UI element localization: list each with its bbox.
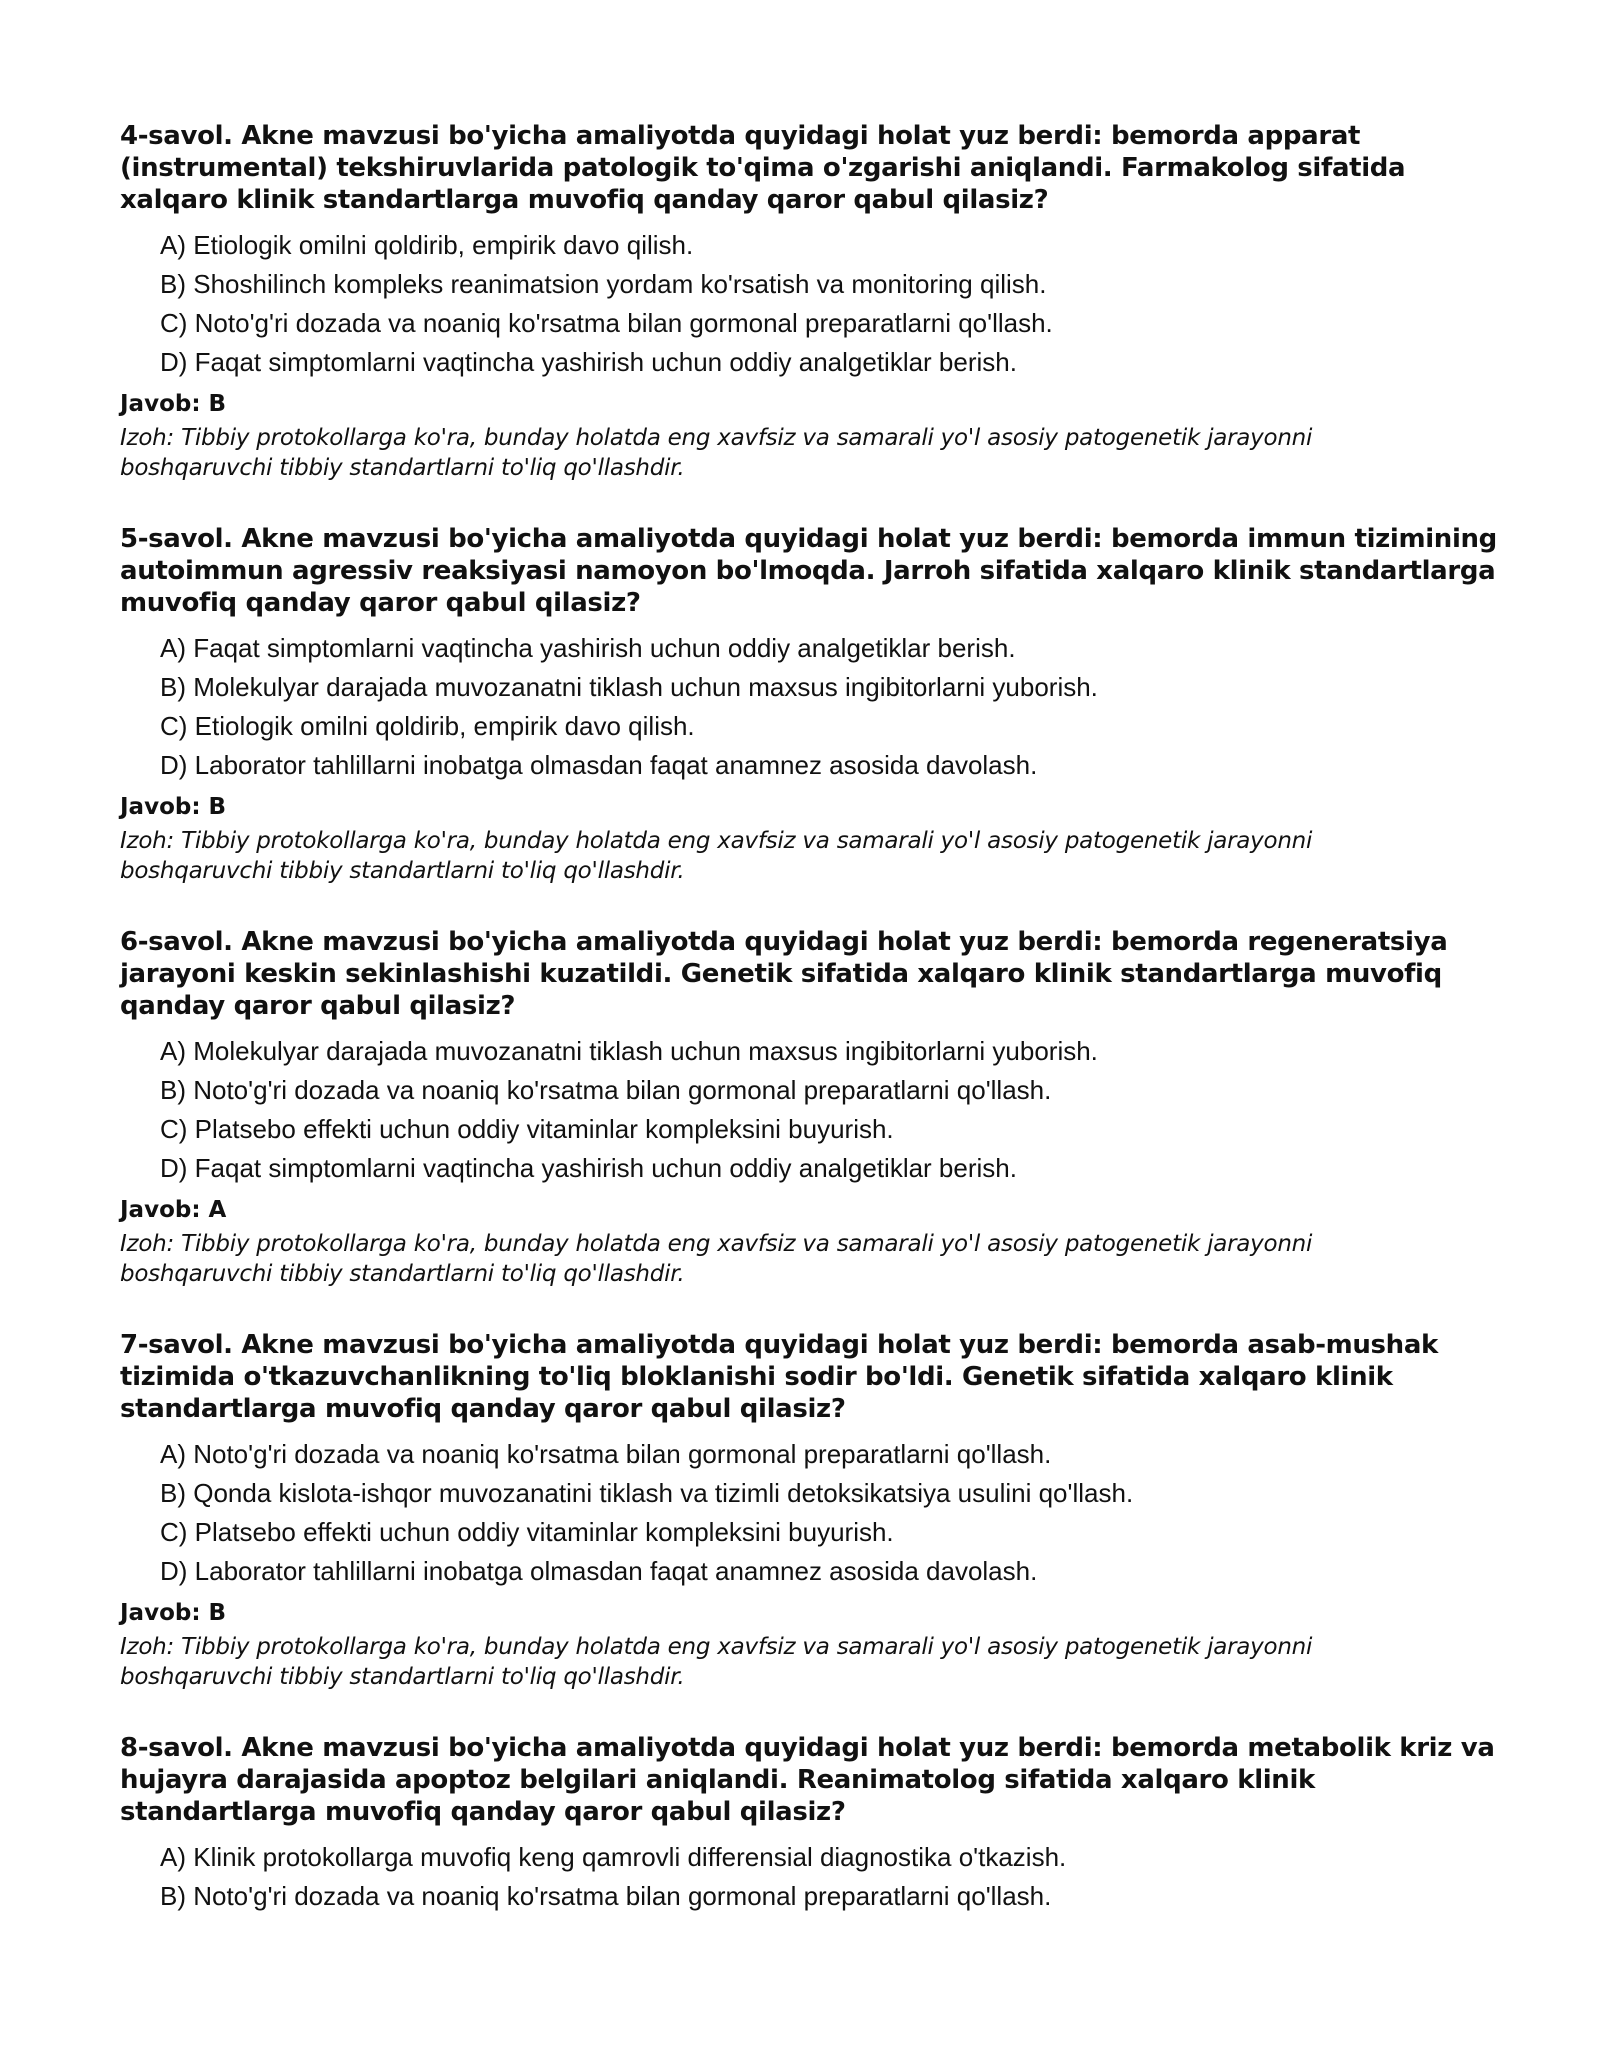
option-c: C) Platsebo effekti uchun oddiy vitaminlar kompleksini buyurish. — [160, 1517, 894, 1547]
question-text: 6-savol. Akne mavzusi bo'yicha amaliyotda quyidagi holat yuz berdi: bemorda regeneratsiya jarayoni keskin sekinlashishi kuzatildi. Genetik sifatida xalqaro klinik standartlarga muvofiq qanday qaror qabul qilasiz? — [120, 927, 1448, 1021]
answer-label: Javob: A — [120, 1197, 227, 1223]
option-b: B) Noto'g'ri dozada va noaniq ko'rsatma bilan gormonal preparatlarni qo'llash. — [160, 1075, 1052, 1105]
option-b: B) Qonda kislota-ishqor muvozanatini tiklash va tizimli detoksikatsiya usulini qo'llash. — [160, 1478, 1134, 1508]
option-b: B) Molekulyar darajada muvozanatni tiklash uchun maxsus ingibitorlarni yuborish. — [160, 672, 1098, 702]
options-list — [120, 1435, 1500, 1591]
option-a: A) Etiologik omilni qoldirib, empirik davo qilish. — [160, 230, 694, 260]
question-text: 5-savol. Akne mavzusi bo'yicha amaliyotda quyidagi holat yuz berdi: bemorda immun tizimining autoimmun agressiv reaksiyasi namoyon bo'lmoqda. Jarroh sifatida xalqaro klinik standartlarga muvofiq qanday qaror qabul qilasiz? — [120, 524, 1497, 618]
option-a: A) Molekulyar darajada muvozanatni tiklash uchun maxsus ingibitorlarni yuborish. — [160, 1036, 1098, 1066]
option-c: C) Etiologik omilni qoldirib, empirik davo qilish. — [160, 711, 695, 741]
option-c: C) Noto'g'ri dozada va noaniq ko'rsatma bilan gormonal preparatlarni qo'llash. — [160, 308, 1053, 338]
option-b: B) Noto'g'ri dozada va noaniq ko'rsatma bilan gormonal preparatlarni qo'llash. — [160, 1881, 1052, 1911]
option-a: A) Klinik protokollarga muvofiq keng qamrovli differensial diagnostika o'tkazish. — [160, 1842, 1067, 1872]
explanation-note: Izoh: Tibbiy protokollarga ko'ra, bunday holatda eng xavfsiz va samarali yo'l asosiy patogenetik jarayonni boshqaruvchi tibbiy standartlarni to'liq qo'llashdir. — [120, 1231, 1313, 1287]
question-text: 4-savol. Akne mavzusi bo'yicha amaliyotda quyidagi holat yuz berdi: bemorda apparat (instrumental) tekshiruvlarida patologik to'qima o'zgarishi aniqlandi. Farmakolog sifatida xalqaro klinik standartlarga muvofiq qanday qaror qabul qilasiz? — [120, 121, 1406, 215]
options-list — [120, 226, 1500, 382]
option-b: B) Shoshilinch kompleks reanimatsion yordam ko'rsatish va monitoring qilish. — [160, 269, 1047, 299]
option-d: D) Faqat simptomlarni vaqtincha yashirish uchun oddiy analgetiklar berish. — [160, 1153, 1017, 1183]
explanation-note: Izoh: Tibbiy protokollarga ko'ra, bunday holatda eng xavfsiz va samarali yo'l asosiy patogenetik jarayonni boshqaruvchi tibbiy standartlarni to'liq qo'llashdir. — [120, 828, 1313, 884]
option-a: A) Faqat simptomlarni vaqtincha yashirish uchun oddiy analgetiklar berish. — [160, 633, 1016, 663]
option-a: A) Noto'g'ri dozada va noaniq ko'rsatma bilan gormonal preparatlarni qo'llash. — [160, 1439, 1052, 1469]
question-block — [120, 1329, 1500, 1692]
question-block — [120, 523, 1500, 886]
option-d: D) Laborator tahlillarni inobatga olmasdan faqat anamnez asosida davolash. — [160, 1556, 1038, 1586]
explanation-note: Izoh: Tibbiy protokollarga ko'ra, bunday holatda eng xavfsiz va samarali yo'l asosiy patogenetik jarayonni boshqaruvchi tibbiy standartlarni to'liq qo'llashdir. — [120, 425, 1313, 481]
option-d: D) Faqat simptomlarni vaqtincha yashirish uchun oddiy analgetiklar berish. — [160, 347, 1017, 377]
option-c: C) Platsebo effekti uchun oddiy vitaminlar kompleksini buyurish. — [160, 1114, 894, 1144]
options-list — [120, 629, 1500, 785]
answer-label: Javob: B — [120, 391, 227, 417]
explanation-note: Izoh: Tibbiy protokollarga ko'ra, bunday holatda eng xavfsiz va samarali yo'l asosiy patogenetik jarayonni boshqaruvchi tibbiy standartlarni to'liq qo'llashdir. — [120, 1634, 1313, 1690]
question-text: 8-savol. Akne mavzusi bo'yicha amaliyotda quyidagi holat yuz berdi: bemorda metabolik kriz va hujayra darajasida apoptoz belgilari aniqlandi. Reanimatolog sifatida xalqaro klinik standartlarga muvofiq qanday qaror qabul qilasiz? — [120, 1733, 1495, 1827]
question-block — [120, 926, 1500, 1289]
option-d: D) Laborator tahlillarni inobatga olmasdan faqat anamnez asosida davolash. — [160, 750, 1038, 780]
options-list — [120, 1838, 1500, 1916]
answer-label: Javob: B — [120, 794, 227, 820]
question-text: 7-savol. Akne mavzusi bo'yicha amaliyotda quyidagi holat yuz berdi: bemorda asab-mushak tizimida o'tkazuvchanlikning to'liq bloklanishi sodir bo'ldi. Genetik sifatida xalqaro klinik standartlarga muvofiq qanday qaror qabul qilasiz? — [120, 1330, 1438, 1424]
options-list — [120, 1032, 1500, 1188]
question-block — [120, 120, 1500, 483]
question-block — [120, 1732, 1500, 1916]
answer-label: Javob: B — [120, 1600, 227, 1626]
document-page — [120, 120, 1500, 1916]
